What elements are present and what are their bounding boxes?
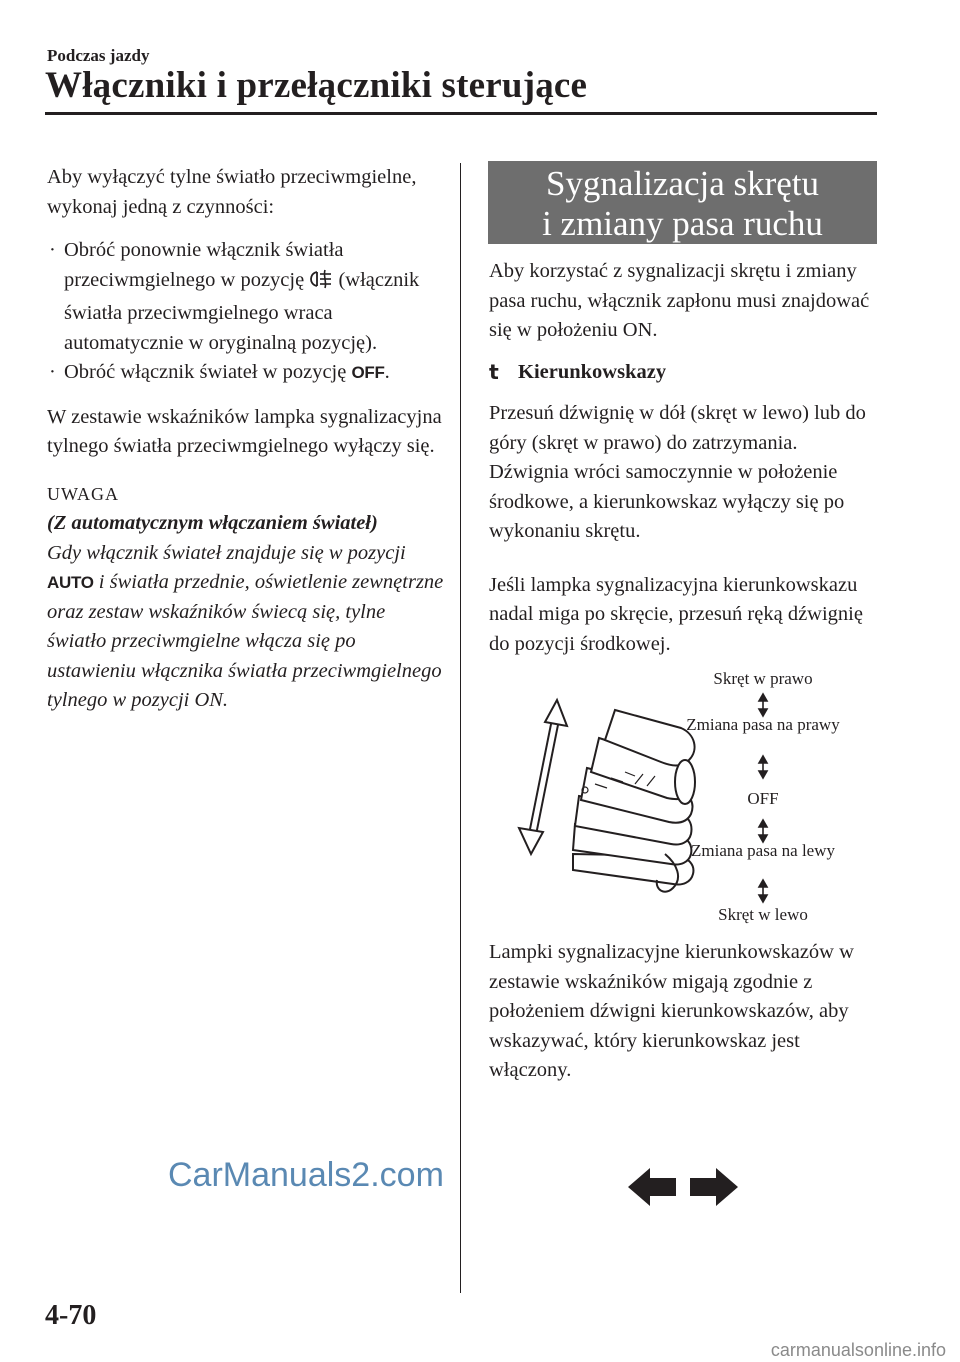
intro-paragraph: Aby wyłączyć tylne światło przeciwmgielne, wykonaj jedną z czynności: <box>47 166 417 218</box>
bullet-text: (włącznik światła przeciwmgielnego wraca automatycznie w oryginalną pozycję). <box>64 268 420 354</box>
bullet-text: Obróć ponownie włącznik światła przeciwmgielnego w pozycję <box>64 239 344 291</box>
indicator-paragraph: W zestawie wskaźników lampka sygnalizacyjna tylnego światła przeciwmgielnego wyłączy się. <box>47 405 442 457</box>
intro-paragraph: Aby korzystać z sygnalizacji skrętu i zmiany pasa ruchu, włącznik zapłonu musi znajdować się w położeniu ON. <box>489 260 870 341</box>
header-rule <box>45 112 877 115</box>
left-column <box>47 163 447 716</box>
bullet-mark: · <box>49 239 56 261</box>
banner-line: Sygnalizacja skrętu <box>545 164 820 203</box>
page-title: Włączniki i przełączniki sterujące <box>45 65 588 106</box>
next-page-icon[interactable] <box>690 1168 738 1206</box>
closing-paragraph-block <box>489 938 881 1086</box>
bullet-mark: · <box>49 361 56 383</box>
off-position-label: OFF <box>351 363 385 382</box>
list-item <box>47 236 447 358</box>
section-label: Podczas jazdy <box>47 46 150 65</box>
label-lane-right: Zmiana pasa na prawy <box>686 715 840 734</box>
lever-paragraph: Przesuń dźwignię w dół (skręt w lewo) lub do góry (skręt w prawo) do zatrzymania. Dźwignia wróci samoczynnie w położenie środkowe, a kierunkowskaz wyłączy się po wykonaniu skrętu. <box>489 402 866 542</box>
column-divider <box>460 163 461 1293</box>
label-turn-left: Skręt w lewo <box>718 905 808 924</box>
subheading-text: Kierunkowskazy <box>518 360 667 383</box>
watermark-logo: CarManuals2.com <box>168 1156 444 1194</box>
bullet-text: Obróć włącznik świateł w pozycję <box>64 361 347 383</box>
rear-fog-light-icon <box>309 268 333 300</box>
note-text: i światła przednie, oświetlenie zewnętrzne oraz zestaw wskaźników świecą się, tylne światło przeciwmgielne włącza się po ustawieniu włącznika światła przeciwmgielnego tylnego w pozycji ON. <box>47 571 444 711</box>
auto-position-label: AUTO <box>47 573 94 592</box>
note-text: Gdy włącznik świateł znajduje się w pozycji <box>47 541 406 564</box>
turn-signal-diagram <box>515 664 885 929</box>
reset-paragraph: Jeśli lampka sygnalizacyjna kierunkowskazu nadal miga po skręcie, przesuń ręką dźwignię do pozycji środkowej. <box>489 573 863 655</box>
previous-page-icon[interactable] <box>628 1168 676 1206</box>
closing-paragraph: Lampki sygnalizacyjne kierunkowskazów w zestawie wskaźników migają zgodnie z położeniem dźwigni kierunkowskazów, aby wskazywać, który kierunkowskaz jest włączony. <box>489 941 854 1081</box>
subheading <box>489 358 881 388</box>
section-banner <box>488 161 877 244</box>
label-turn-right: Skręt w prawo <box>713 669 813 688</box>
banner-line: i zmiany pasa ruchu <box>542 204 823 243</box>
subheading-marker: t <box>489 359 499 384</box>
bullet-period: . <box>384 361 390 383</box>
note-body <box>47 539 447 716</box>
list-item <box>47 358 447 388</box>
note-box <box>47 480 447 716</box>
action-list <box>47 236 447 388</box>
page-number: 4-70 <box>45 1300 97 1331</box>
right-column <box>489 257 881 659</box>
note-heading: (Z automatycznym włączaniem świateł) <box>47 512 378 534</box>
footer-site-label: carmanualsonline.info <box>770 1340 946 1360</box>
label-lane-left: Zmiana pasa na lewy <box>691 841 835 860</box>
note-label: UWAGA <box>47 483 119 504</box>
page-nav-arrows[interactable] <box>628 1168 738 1206</box>
label-off: OFF <box>747 789 779 808</box>
